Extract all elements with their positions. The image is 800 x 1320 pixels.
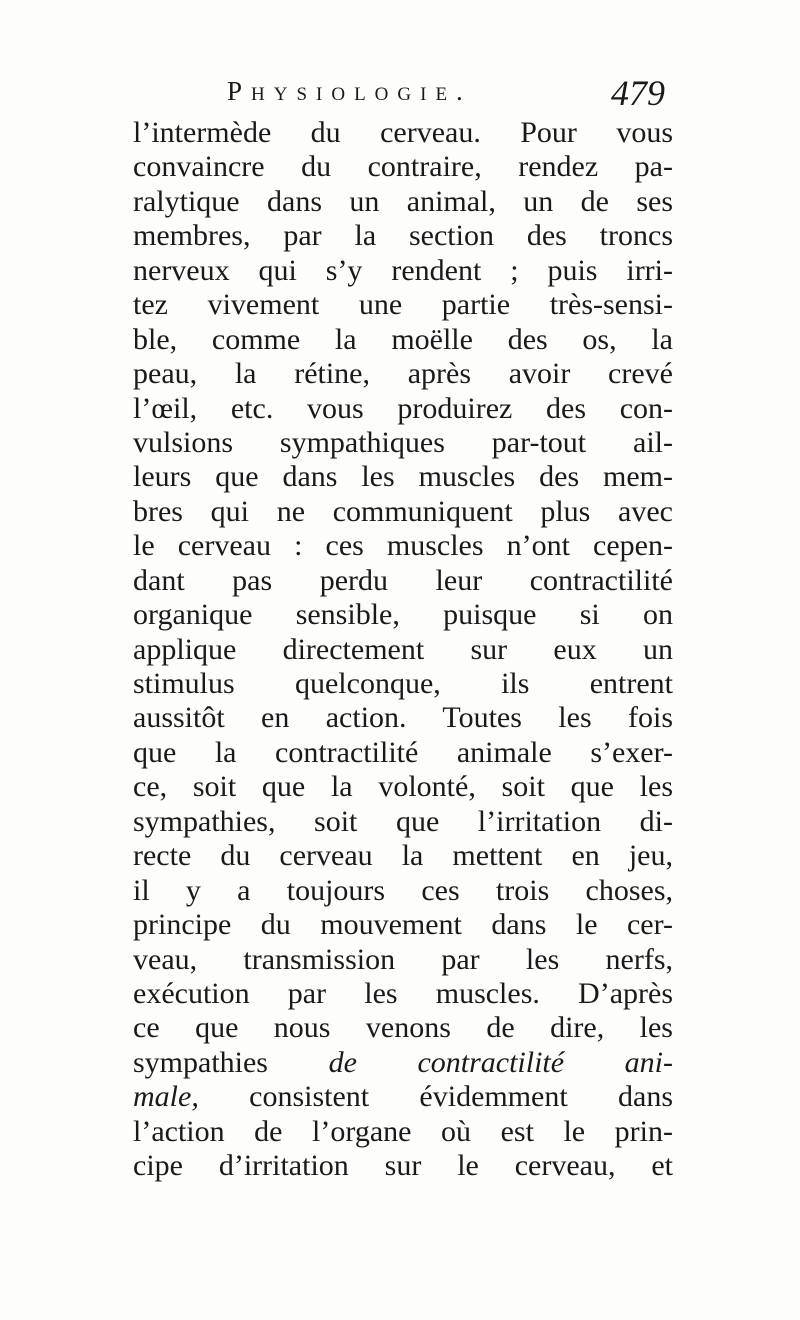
text-line [133, 598, 673, 632]
text-line [133, 564, 673, 598]
text-segment: bres qui ne communiquent plus avec [133, 494, 673, 528]
text-line [133, 116, 673, 150]
text-line [133, 1149, 673, 1183]
text-line [133, 943, 673, 977]
text-segment: ce, soit que la volonté, soit que les [133, 770, 673, 804]
text-segment: organique sensible, puisque si on [133, 598, 673, 632]
text-line [133, 1046, 673, 1080]
text-line [133, 701, 673, 735]
text-segment: que la contractilité animale s’exer- [133, 735, 673, 769]
text-segment: recte du cerveau la mettent en jeu, [133, 839, 673, 873]
text-segment: dant pas perdu leur contractilité [133, 563, 673, 597]
text-line [133, 667, 673, 701]
text-line [133, 770, 673, 804]
text-line [133, 254, 673, 288]
text-segment: ce que nous venons de dire, les [133, 1011, 673, 1045]
text-line [133, 426, 673, 460]
italic-text-segment: male, [133, 1080, 199, 1114]
text-segment: cipe d’irritation sur le cerveau, et [133, 1149, 673, 1183]
text-line [133, 323, 673, 357]
text-segment: l’intermède du cerveau. Pour vous [133, 116, 673, 149]
text-segment: leurs que dans les muscles des mem- [133, 460, 673, 494]
text-segment: tez vivement une partie très-sensi- [133, 288, 673, 322]
text-line [133, 633, 673, 667]
text-line [133, 185, 673, 219]
text-line [133, 977, 673, 1011]
text-line [133, 736, 673, 770]
text-line [133, 150, 673, 184]
text-segment: stimulus quelconque, ils entrent [133, 667, 673, 700]
text-segment: le cerveau : ces muscles n’ont cepen- [133, 529, 673, 563]
text-segment: vulsions sympathiques par-tout ail- [133, 425, 673, 459]
text-line [133, 1011, 673, 1045]
text-line [133, 529, 673, 563]
text-line [133, 460, 673, 494]
text-line [133, 839, 673, 873]
text-segment: principe du mouvement dans le cer- [133, 908, 673, 942]
text-line [133, 908, 673, 942]
text-segment: peau, la rétine, après avoir crevé [133, 357, 673, 391]
text-line [133, 495, 673, 529]
text-segment: consistent évidemment dans [198, 1080, 673, 1114]
text-line [133, 805, 673, 839]
text-line [133, 1080, 673, 1114]
text-segment: applique directement sur eux un [133, 632, 673, 666]
text-segment: exécution par les muscles. D’après [133, 976, 673, 1010]
text-line [133, 1115, 673, 1149]
text-segment: ble, comme la moëlle des os, la [133, 322, 673, 356]
page-number: 479 [611, 73, 665, 113]
text-line [133, 288, 673, 322]
text-line [133, 874, 673, 908]
text-segment: veau, transmission par les nerfs, [133, 942, 673, 976]
text-segment: membres, par la section des troncs [133, 219, 673, 253]
text-segment: aussitôt en action. Toutes les fois [133, 701, 673, 735]
text-segment: sympathies, soit que l’irritation di- [133, 804, 673, 838]
text-line [133, 219, 673, 253]
text-segment: il y a toujours ces trois choses, [133, 873, 673, 907]
body-text [133, 116, 673, 1184]
text-line [133, 357, 673, 391]
text-segment: convaincre du contraire, rendez pa- [133, 150, 673, 184]
text-segment: l’action de l’organe où est le prin- [133, 1114, 673, 1148]
text-segment: l’œil, etc. vous produirez des con- [133, 391, 673, 425]
text-line [133, 392, 673, 426]
running-head [135, 72, 675, 120]
running-title: Physiologie. [227, 76, 472, 106]
text-segment: ralytique dans un animal, un de ses [133, 184, 673, 218]
italic-text-segment: de contractilité ani- [328, 1045, 673, 1079]
text-segment: sympathies [133, 1045, 329, 1079]
text-segment: nerveux qui s’y rendent ; puis irri- [133, 253, 673, 287]
